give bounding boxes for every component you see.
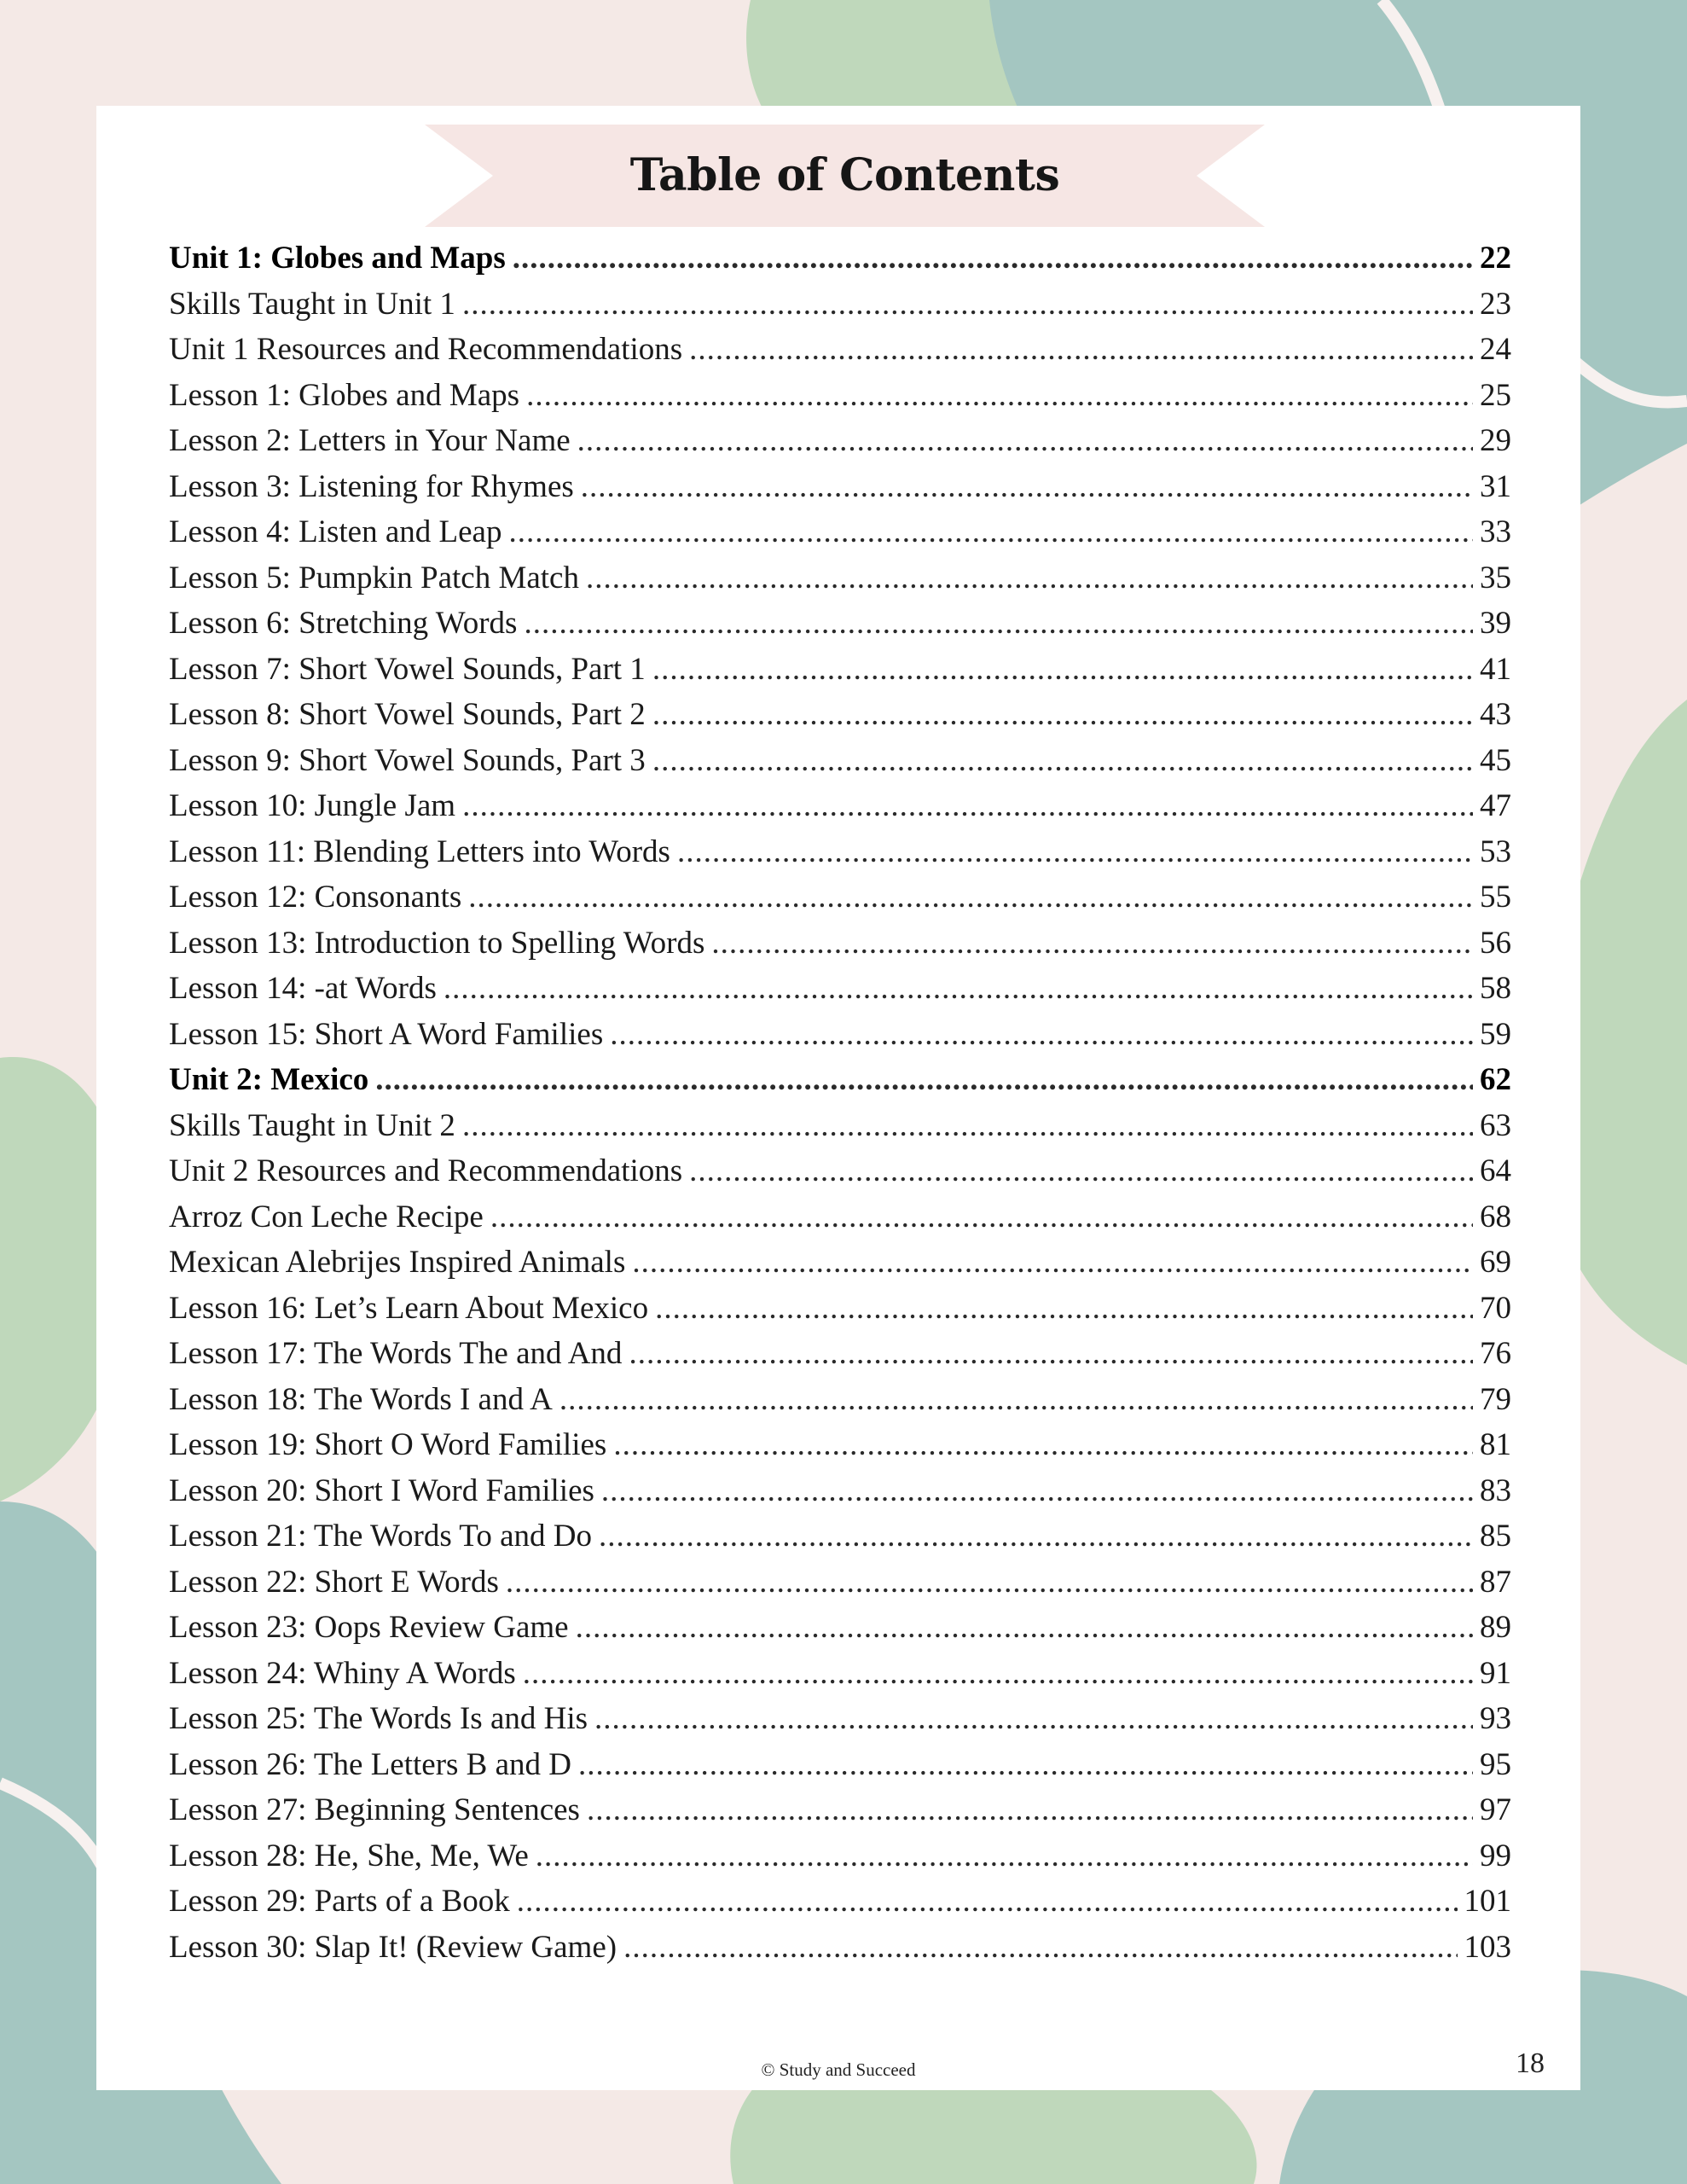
- toc-entry[interactable]: [169, 692, 1511, 738]
- toc-entry-page: 53: [1480, 834, 1511, 869]
- toc-dot-leader: [517, 1879, 1458, 1925]
- toc-entry[interactable]: [169, 509, 1511, 555]
- toc-entry[interactable]: [169, 1696, 1511, 1742]
- toc-entry-label: Lesson 18: The Words I and A: [169, 1381, 553, 1417]
- toc-dot-leader: [508, 509, 1473, 555]
- toc-entry[interactable]: [169, 829, 1511, 875]
- toc-entry-label: Skills Taught in Unit 1: [169, 286, 455, 322]
- toc-entry-label: Lesson 19: Short O Word Families: [169, 1427, 607, 1462]
- toc-dot-leader: [536, 1833, 1473, 1879]
- toc-entry-label: Lesson 10: Jungle Jam: [169, 788, 456, 823]
- toc-entry-label: Lesson 2: Letters in Your Name: [169, 423, 571, 458]
- toc-entry-page: 59: [1480, 1016, 1511, 1052]
- toc-entry-page: 64: [1480, 1153, 1511, 1188]
- toc-dot-leader: [513, 235, 1473, 282]
- toc-entry-label: Lesson 3: Listening for Rhymes: [169, 468, 574, 504]
- toc-entry[interactable]: [169, 966, 1511, 1012]
- toc-entry-label: Lesson 9: Short Vowel Sounds, Part 3: [169, 742, 646, 778]
- toc-entry-label: Lesson 29: Parts of a Book: [169, 1884, 510, 1919]
- toc-entry[interactable]: [169, 601, 1511, 647]
- toc-dot-leader: [632, 1240, 1473, 1286]
- toc-dot-leader: [506, 1560, 1473, 1606]
- toc-entry-page: 89: [1480, 1610, 1511, 1645]
- toc-dot-leader: [652, 647, 1473, 693]
- toc-dot-leader: [462, 783, 1473, 829]
- toc-entry-label: Lesson 28: He, She, Me, We: [169, 1838, 529, 1873]
- toc-dot-leader: [610, 1012, 1473, 1058]
- toc-dot-leader: [652, 692, 1473, 738]
- toc-dot-leader: [577, 418, 1473, 464]
- toc-entry[interactable]: [169, 921, 1511, 967]
- toc-entry-label: Lesson 30: Slap It! (Review Game): [169, 1929, 617, 1965]
- toc-entry-page: 63: [1480, 1107, 1511, 1143]
- toc-unit-entry[interactable]: [169, 235, 1511, 282]
- toc-entry-label: Unit 1 Resources and Recommendations: [169, 332, 683, 367]
- toc-dot-leader: [559, 1377, 1473, 1423]
- toc-entry[interactable]: [169, 327, 1511, 373]
- toc-entry-page: 58: [1480, 971, 1511, 1006]
- toc-entry-label: Mexican Alebrijes Inspired Animals: [169, 1245, 626, 1280]
- toc-entry[interactable]: [169, 1148, 1511, 1194]
- toc-entry[interactable]: [169, 1925, 1511, 1971]
- toc-entry-page: 55: [1480, 880, 1511, 915]
- toc-dot-leader: [586, 555, 1473, 601]
- toc-entry[interactable]: [169, 1331, 1511, 1377]
- toc-entry-page: 22: [1480, 241, 1511, 276]
- toc-entry[interactable]: [169, 282, 1511, 328]
- toc-dot-leader: [375, 1057, 1473, 1103]
- toc-entry-page: 87: [1480, 1564, 1511, 1600]
- toc-entry-label: Lesson 7: Short Vowel Sounds, Part 1: [169, 651, 646, 687]
- toc-entry-page: 29: [1480, 423, 1511, 458]
- toc-entry[interactable]: [169, 1513, 1511, 1560]
- toc-dot-leader: [677, 829, 1473, 875]
- toc-entry[interactable]: [169, 1560, 1511, 1606]
- toc-dot-leader: [689, 1148, 1473, 1194]
- footer-copyright: © Study and Succeed: [761, 2059, 916, 2080]
- toc-entry-label: Lesson 20: Short I Word Families: [169, 1472, 594, 1508]
- toc-entry[interactable]: [169, 1103, 1511, 1149]
- toc-entry-label: Lesson 1: Globes and Maps: [169, 377, 520, 413]
- toc-entry-page: 62: [1480, 1062, 1511, 1097]
- toc-entry-page: 47: [1480, 788, 1511, 823]
- toc-entry-page: 24: [1480, 332, 1511, 367]
- toc-entry-page: 97: [1480, 1792, 1511, 1827]
- toc-entry-page: 81: [1480, 1427, 1511, 1462]
- toc-entry-page: 33: [1480, 514, 1511, 549]
- toc-entry-label: Arroz Con Leche Recipe: [169, 1199, 484, 1234]
- page-number: 18: [1516, 2048, 1545, 2079]
- toc-entry-page: 91: [1480, 1655, 1511, 1691]
- toc-entry-label: Unit 2 Resources and Recommendations: [169, 1153, 683, 1188]
- toc-dot-leader: [462, 1103, 1473, 1149]
- toc-dot-leader: [587, 1787, 1473, 1833]
- toc-entry-page: 68: [1480, 1199, 1511, 1234]
- toc-entry-page: 35: [1480, 560, 1511, 595]
- toc-entry-label: Lesson 22: Short E Words: [169, 1564, 499, 1600]
- toc-entry-page: 93: [1480, 1701, 1511, 1736]
- toc-dot-leader: [711, 921, 1473, 967]
- toc-entry[interactable]: [169, 1605, 1511, 1651]
- toc-entry[interactable]: [169, 1651, 1511, 1697]
- toc-dot-leader: [581, 464, 1473, 510]
- toc-entry-label: Lesson 26: The Letters B and D: [169, 1746, 572, 1782]
- toc-dot-leader: [613, 1422, 1473, 1468]
- toc-dot-leader: [524, 601, 1473, 647]
- toc-entry-page: 76: [1480, 1336, 1511, 1371]
- toc-entry-label: Lesson 23: Oops Review Game: [169, 1610, 569, 1645]
- toc-entry-page: 85: [1480, 1519, 1511, 1554]
- toc-dot-leader: [578, 1742, 1473, 1788]
- toc-dot-leader: [655, 1286, 1473, 1332]
- toc-entry-page: 79: [1480, 1381, 1511, 1417]
- toc-dot-leader: [443, 966, 1473, 1012]
- toc-entry-label: Lesson 8: Short Vowel Sounds, Part 2: [169, 697, 646, 732]
- toc-dot-leader: [523, 1651, 1473, 1697]
- toc-entry[interactable]: [169, 874, 1511, 921]
- toc-entry[interactable]: [169, 1240, 1511, 1286]
- toc-dot-leader: [594, 1696, 1473, 1742]
- toc-entry[interactable]: [169, 1377, 1511, 1423]
- toc-entry-label: Lesson 11: Blending Letters into Words: [169, 834, 670, 869]
- toc-entry-label: Skills Taught in Unit 2: [169, 1107, 455, 1143]
- toc-dot-leader: [601, 1468, 1473, 1514]
- toc-unit-entry[interactable]: [169, 1057, 1511, 1103]
- toc-entry[interactable]: [169, 555, 1511, 601]
- toc-entry-label: Lesson 6: Stretching Words: [169, 606, 518, 641]
- toc-entry-page: 103: [1464, 1929, 1511, 1965]
- toc-dot-leader: [526, 373, 1473, 419]
- toc-dot-leader: [629, 1331, 1473, 1377]
- toc-dot-leader: [652, 738, 1473, 784]
- toc-dot-leader: [689, 327, 1473, 373]
- toc-entry-page: 56: [1480, 925, 1511, 961]
- toc-entry-label: Lesson 14: -at Words: [169, 971, 437, 1006]
- toc-entry-page: 70: [1480, 1290, 1511, 1326]
- toc-entry[interactable]: [169, 464, 1511, 510]
- toc-entry-page: 99: [1480, 1838, 1511, 1873]
- toc-dot-leader: [468, 874, 1473, 921]
- table-of-contents: [169, 235, 1511, 1970]
- toc-dot-leader: [576, 1605, 1473, 1651]
- toc-entry[interactable]: [169, 418, 1511, 464]
- toc-entry-label: Lesson 15: Short A Word Families: [169, 1016, 604, 1052]
- toc-entry[interactable]: [169, 1833, 1511, 1879]
- toc-entry-page: 31: [1480, 468, 1511, 504]
- toc-entry-label: Unit 1: Globes and Maps: [169, 241, 506, 276]
- page-title: Table of Contents: [629, 149, 1060, 201]
- toc-entry[interactable]: [169, 1787, 1511, 1833]
- toc-entry[interactable]: [169, 373, 1511, 419]
- toc-dot-leader: [462, 282, 1473, 328]
- toc-entry-label: Lesson 13: Introduction to Spelling Words: [169, 925, 705, 961]
- toc-entry-page: 39: [1480, 606, 1511, 641]
- toc-entry-page: 69: [1480, 1245, 1511, 1280]
- toc-entry-label: Lesson 16: Let’s Learn About Mexico: [169, 1290, 649, 1326]
- toc-dot-leader: [490, 1194, 1473, 1240]
- toc-entry-label: Lesson 4: Listen and Leap: [169, 514, 502, 549]
- toc-entry-page: 23: [1480, 286, 1511, 322]
- toc-dot-leader: [599, 1513, 1473, 1560]
- toc-entry-page: 101: [1464, 1884, 1511, 1919]
- toc-entry[interactable]: [169, 1422, 1511, 1468]
- toc-entry[interactable]: [169, 1012, 1511, 1058]
- toc-entry[interactable]: [169, 738, 1511, 784]
- toc-entry-label: Lesson 5: Pumpkin Patch Match: [169, 560, 579, 595]
- toc-entry[interactable]: [169, 1468, 1511, 1514]
- toc-entry-label: Lesson 24: Whiny A Words: [169, 1655, 516, 1691]
- toc-entry-page: 25: [1480, 377, 1511, 413]
- toc-entry-page: 41: [1480, 651, 1511, 687]
- toc-entry[interactable]: [169, 1742, 1511, 1788]
- document-page: [96, 106, 1580, 2090]
- toc-entry-page: 43: [1480, 697, 1511, 732]
- toc-entry-label: Lesson 25: The Words Is and His: [169, 1701, 588, 1736]
- toc-entry[interactable]: [169, 1194, 1511, 1240]
- toc-entry-page: 45: [1480, 742, 1511, 778]
- toc-entry-label: Lesson 21: The Words To and Do: [169, 1519, 592, 1554]
- toc-entry-page: 95: [1480, 1746, 1511, 1782]
- toc-entry[interactable]: [169, 783, 1511, 829]
- toc-entry[interactable]: [169, 647, 1511, 693]
- toc-entry-label: Lesson 12: Consonants: [169, 880, 462, 915]
- toc-entry[interactable]: [169, 1286, 1511, 1332]
- toc-entry-label: Unit 2: Mexico: [169, 1062, 369, 1097]
- toc-entry-label: Lesson 17: The Words The and And: [169, 1336, 623, 1371]
- toc-entry-label: Lesson 27: Beginning Sentences: [169, 1792, 580, 1827]
- toc-dot-leader: [623, 1925, 1457, 1971]
- title-banner: [425, 125, 1265, 227]
- toc-entry-page: 83: [1480, 1472, 1511, 1508]
- toc-entry[interactable]: [169, 1879, 1511, 1925]
